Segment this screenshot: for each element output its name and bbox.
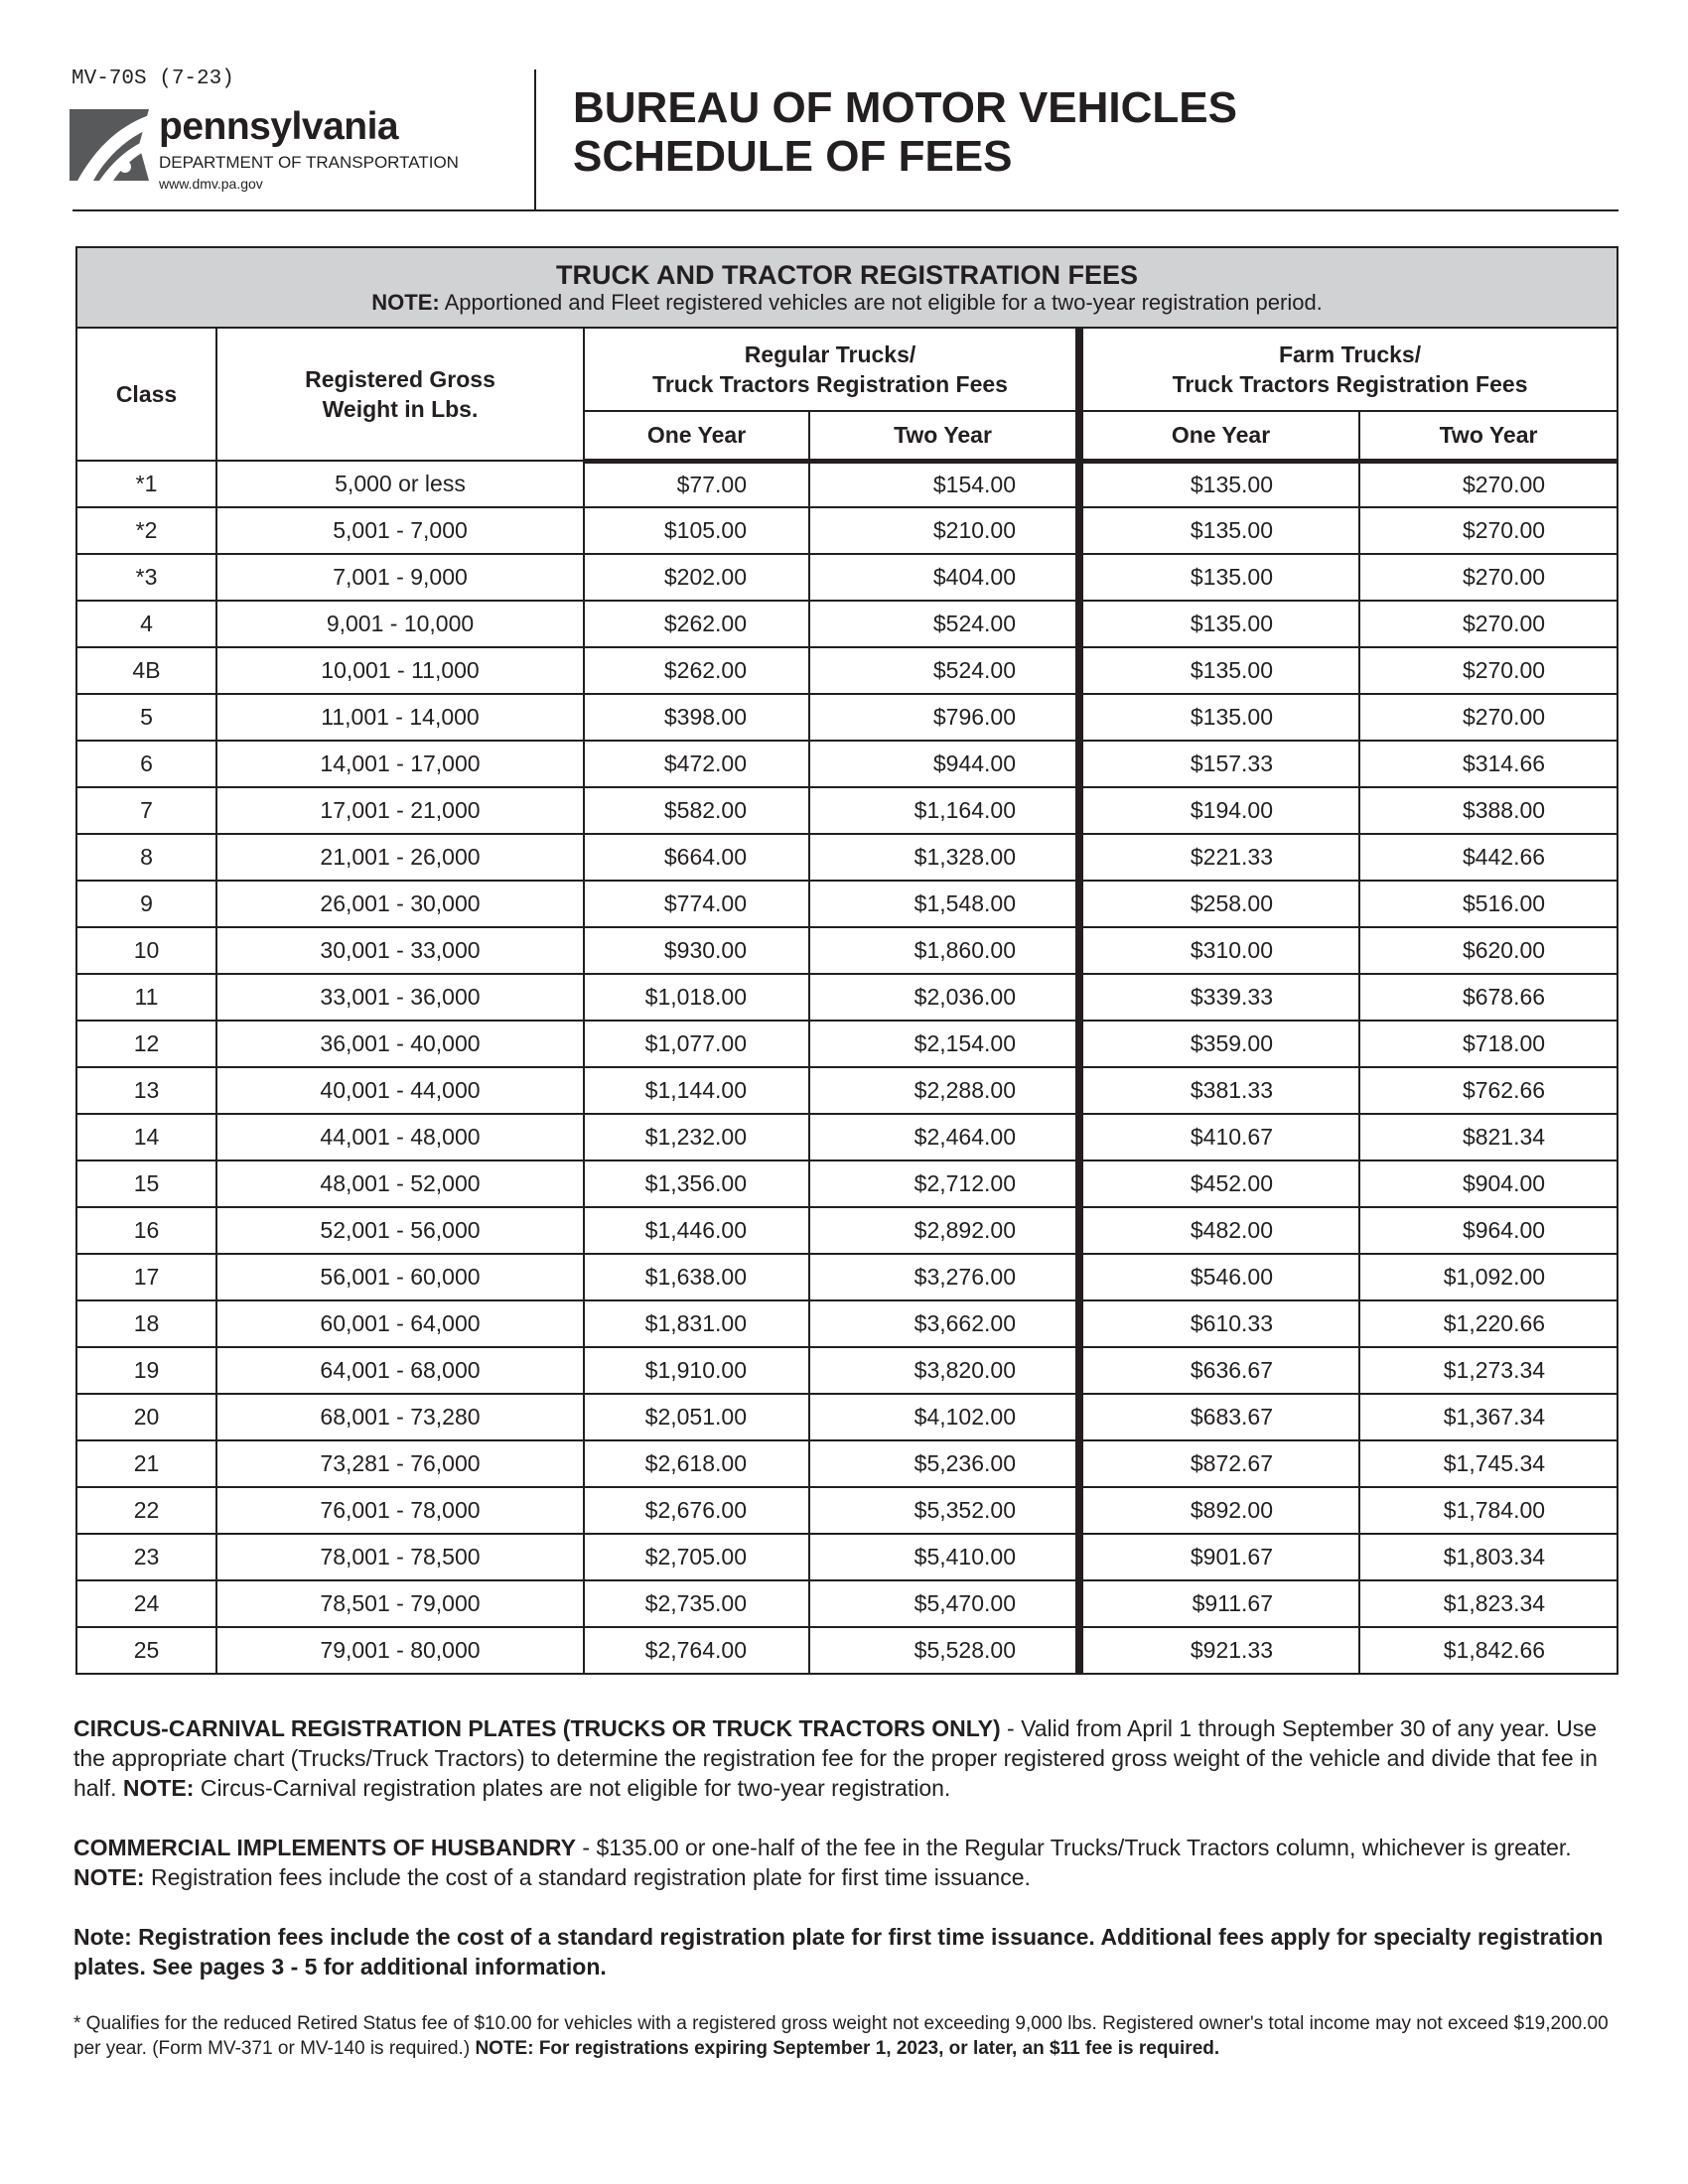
table-row [76, 1160, 1618, 1207]
class-cell: 17 [76, 1254, 216, 1300]
regular-two-year-fee: $1,860.00 [809, 927, 1079, 974]
table-row [76, 1300, 1618, 1347]
farm-two-year-fee: $270.00 [1359, 694, 1618, 741]
regular-two-year-fee: $5,410.00 [809, 1534, 1079, 1580]
weight-cell: 52,001 - 56,000 [216, 1207, 584, 1254]
group-header-farm-line1: Farm Trucks/ [1278, 341, 1422, 367]
class-cell: 16 [76, 1207, 216, 1254]
class-cell: 9 [76, 881, 216, 927]
regular-one-year-fee: $2,676.00 [584, 1487, 809, 1534]
weight-cell: 14,001 - 17,000 [216, 741, 584, 787]
weight-cell: 79,001 - 80,000 [216, 1627, 584, 1674]
farm-two-year-fee: $1,842.66 [1359, 1627, 1618, 1674]
regular-one-year-fee: $262.00 [584, 647, 809, 694]
table-row [76, 787, 1618, 834]
weight-cell: 36,001 - 40,000 [216, 1021, 584, 1067]
class-cell: 4 [76, 601, 216, 647]
weight-cell: 78,001 - 78,500 [216, 1534, 584, 1580]
weight-cell: 11,001 - 14,000 [216, 694, 584, 741]
regular-two-year-fee: $2,036.00 [809, 974, 1079, 1021]
class-cell: 15 [76, 1160, 216, 1207]
weight-cell: 17,001 - 21,000 [216, 787, 584, 834]
table-row [76, 927, 1618, 974]
column-header-regular-one-year: One Year [584, 411, 809, 461]
farm-two-year-fee: $388.00 [1359, 787, 1618, 834]
regular-two-year-fee: $2,154.00 [809, 1021, 1079, 1067]
farm-one-year-fee: $339.33 [1079, 974, 1359, 1021]
farm-one-year-fee: $135.00 [1079, 507, 1359, 554]
weight-cell: 48,001 - 52,000 [216, 1160, 584, 1207]
group-header-farm-line2: Truck Tractors Registration Fees [1172, 371, 1528, 397]
group-header-regular-line1: Regular Trucks/ [744, 341, 916, 367]
farm-one-year-fee: $921.33 [1079, 1627, 1359, 1674]
farm-two-year-fee: $1,823.34 [1359, 1580, 1618, 1627]
farm-one-year-fee: $546.00 [1079, 1254, 1359, 1300]
regular-two-year-fee: $5,352.00 [809, 1487, 1079, 1534]
regular-two-year-fee: $3,820.00 [809, 1347, 1079, 1394]
weight-cell: 68,001 - 73,280 [216, 1394, 584, 1440]
class-cell: 8 [76, 834, 216, 881]
farm-two-year-fee: $270.00 [1359, 647, 1618, 694]
farm-two-year-fee: $270.00 [1359, 601, 1618, 647]
farm-one-year-fee: $221.33 [1079, 834, 1359, 881]
table-caption-title: TRUCK AND TRACTOR REGISTRATION FEES [556, 259, 1139, 290]
weight-cell: 33,001 - 36,000 [216, 974, 584, 1021]
column-header-class: Class [76, 328, 216, 461]
class-cell: *2 [76, 507, 216, 554]
farm-one-year-fee: $636.67 [1079, 1347, 1359, 1394]
farm-two-year-fee: $1,745.34 [1359, 1440, 1618, 1487]
regular-two-year-fee: $4,102.00 [809, 1394, 1079, 1440]
class-cell: 22 [76, 1487, 216, 1534]
regular-two-year-fee: $1,548.00 [809, 881, 1079, 927]
circus-carnival-heading: CIRCUS-CARNIVAL REGISTRATION PLATES (TRUCKS OR TRUCK TRACTORS ONLY) [73, 1715, 1001, 1741]
farm-one-year-fee: $410.67 [1079, 1114, 1359, 1160]
table-row [76, 554, 1618, 601]
class-cell: 25 [76, 1627, 216, 1674]
weight-cell: 30,001 - 33,000 [216, 927, 584, 974]
farm-one-year-fee: $683.67 [1079, 1394, 1359, 1440]
regular-one-year-fee: $1,831.00 [584, 1300, 809, 1347]
circus-carnival-note-text: Circus-Carnival registration plates are not eligible for two-year registration. [194, 1775, 951, 1801]
regular-two-year-fee: $5,470.00 [809, 1580, 1079, 1627]
farm-two-year-fee: $270.00 [1359, 507, 1618, 554]
farm-one-year-fee: $872.67 [1079, 1440, 1359, 1487]
penndot-keystone-logo-icon [70, 109, 149, 181]
class-cell: 13 [76, 1067, 216, 1114]
weight-cell: 64,001 - 68,000 [216, 1347, 584, 1394]
farm-two-year-fee: $516.00 [1359, 881, 1618, 927]
regular-two-year-fee: $2,464.00 [809, 1114, 1079, 1160]
regular-one-year-fee: $1,910.00 [584, 1347, 809, 1394]
weight-cell: 5,000 or less [216, 461, 584, 507]
class-cell: *1 [76, 461, 216, 507]
regular-two-year-fee: $404.00 [809, 554, 1079, 601]
regular-two-year-fee: $944.00 [809, 741, 1079, 787]
farm-one-year-fee: $135.00 [1079, 647, 1359, 694]
table-row [76, 1114, 1618, 1160]
weight-cell: 73,281 - 76,000 [216, 1440, 584, 1487]
regular-one-year-fee: $1,232.00 [584, 1114, 809, 1160]
table-row [76, 1440, 1618, 1487]
table-row [76, 601, 1618, 647]
regular-two-year-fee: $5,528.00 [809, 1627, 1079, 1674]
class-cell: 14 [76, 1114, 216, 1160]
group-header-regular-line2: Truck Tractors Registration Fees [652, 371, 1008, 397]
class-cell: 7 [76, 787, 216, 834]
regular-one-year-fee: $2,735.00 [584, 1580, 809, 1627]
regular-two-year-fee: $1,328.00 [809, 834, 1079, 881]
regular-one-year-fee: $262.00 [584, 601, 809, 647]
weight-cell: 40,001 - 44,000 [216, 1067, 584, 1114]
page-title-line2: SCHEDULE OF FEES [573, 132, 1013, 181]
farm-one-year-fee: $381.33 [1079, 1067, 1359, 1114]
farm-two-year-fee: $1,092.00 [1359, 1254, 1618, 1300]
regular-one-year-fee: $1,144.00 [584, 1067, 809, 1114]
regular-one-year-fee: $664.00 [584, 834, 809, 881]
husbandry-text: - $135.00 or one-half of the fee in the Regular Trucks/Truck Tractors column, whichever is greater. [576, 1835, 1572, 1860]
column-header-farm-one-year: One Year [1079, 411, 1359, 461]
regular-one-year-fee: $2,618.00 [584, 1440, 809, 1487]
class-cell: 11 [76, 974, 216, 1021]
farm-two-year-fee: $1,273.34 [1359, 1347, 1618, 1394]
table-row [76, 461, 1618, 507]
farm-two-year-fee: $1,367.34 [1359, 1394, 1618, 1440]
regular-two-year-fee: $154.00 [809, 461, 1079, 507]
footnote-bold-note: NOTE: For registrations expiring September 1, 2023, or later, an $11 fee is required. [475, 2038, 1220, 2059]
column-header-farm-two-year: Two Year [1359, 411, 1618, 461]
page-title [573, 83, 1237, 181]
farm-one-year-fee: $135.00 [1079, 601, 1359, 647]
weight-cell: 5,001 - 7,000 [216, 507, 584, 554]
table-caption [76, 247, 1618, 328]
husbandry-note-text: Registration fees include the cost of a standard registration plate for first time issuance. [144, 1864, 1031, 1890]
farm-two-year-fee: $904.00 [1359, 1160, 1618, 1207]
class-cell: 23 [76, 1534, 216, 1580]
regular-one-year-fee: $930.00 [584, 927, 809, 974]
husbandry-heading: COMMERCIAL IMPLEMENTS OF HUSBANDRY [73, 1835, 576, 1860]
table-row [76, 881, 1618, 927]
table-row [76, 834, 1618, 881]
page-title-line1: BUREAU OF MOTOR VEHICLES [573, 83, 1238, 132]
farm-one-year-fee: $892.00 [1079, 1487, 1359, 1534]
class-cell: 10 [76, 927, 216, 974]
class-cell: 5 [76, 694, 216, 741]
weight-cell: 56,001 - 60,000 [216, 1254, 584, 1300]
farm-one-year-fee: $310.00 [1079, 927, 1359, 974]
regular-one-year-fee: $1,018.00 [584, 974, 809, 1021]
regular-one-year-fee: $2,051.00 [584, 1394, 809, 1440]
husbandry-note-label: NOTE: [73, 1864, 145, 1890]
regular-one-year-fee: $398.00 [584, 694, 809, 741]
circus-carnival-paragraph [73, 1713, 1618, 1803]
regular-one-year-fee: $105.00 [584, 507, 809, 554]
farm-one-year-fee: $482.00 [1079, 1207, 1359, 1254]
class-cell: *3 [76, 554, 216, 601]
fee-table-body [76, 461, 1618, 1674]
class-cell: 20 [76, 1394, 216, 1440]
table-row [76, 974, 1618, 1021]
regular-two-year-fee: $3,276.00 [809, 1254, 1079, 1300]
weight-cell: 78,501 - 79,000 [216, 1580, 584, 1627]
group-header-farm [1079, 328, 1618, 411]
farm-one-year-fee: $135.00 [1079, 694, 1359, 741]
table-row [76, 1534, 1618, 1580]
table-row [76, 1627, 1618, 1674]
farm-two-year-fee: $678.66 [1359, 974, 1618, 1021]
regular-two-year-fee: $2,892.00 [809, 1207, 1079, 1254]
regular-two-year-fee: $524.00 [809, 647, 1079, 694]
weight-cell: 9,001 - 10,000 [216, 601, 584, 647]
regular-two-year-fee: $210.00 [809, 507, 1079, 554]
farm-one-year-fee: $135.00 [1079, 554, 1359, 601]
caption-note-text: Apportioned and Fleet registered vehicles are not eligible for a two-year registration period. [439, 289, 1323, 315]
farm-one-year-fee: $452.00 [1079, 1160, 1359, 1207]
class-cell: 19 [76, 1347, 216, 1394]
regular-two-year-fee: $2,288.00 [809, 1067, 1079, 1114]
weight-cell: 10,001 - 11,000 [216, 647, 584, 694]
farm-one-year-fee: $610.33 [1079, 1300, 1359, 1347]
table-row [76, 694, 1618, 741]
table-row [76, 1347, 1618, 1394]
farm-one-year-fee: $194.00 [1079, 787, 1359, 834]
table-row [76, 1487, 1618, 1534]
farm-two-year-fee: $1,784.00 [1359, 1487, 1618, 1534]
agency-website: www.dmv.pa.gov [159, 176, 263, 192]
weight-cell: 60,001 - 64,000 [216, 1300, 584, 1347]
header-rule [72, 209, 1618, 211]
regular-two-year-fee: $524.00 [809, 601, 1079, 647]
column-header-regular-two-year: Two Year [809, 411, 1079, 461]
weight-cell: 76,001 - 78,000 [216, 1487, 584, 1534]
regular-one-year-fee: $582.00 [584, 787, 809, 834]
farm-one-year-fee: $258.00 [1079, 881, 1359, 927]
farm-two-year-fee: $1,803.34 [1359, 1534, 1618, 1580]
column-header-weight [216, 328, 584, 461]
farm-two-year-fee: $964.00 [1359, 1207, 1618, 1254]
farm-two-year-fee: $442.66 [1359, 834, 1618, 881]
weight-cell: 44,001 - 48,000 [216, 1114, 584, 1160]
regular-one-year-fee: $774.00 [584, 881, 809, 927]
farm-two-year-fee: $1,220.66 [1359, 1300, 1618, 1347]
farm-two-year-fee: $762.66 [1359, 1067, 1618, 1114]
farm-one-year-fee: $157.33 [1079, 741, 1359, 787]
farm-two-year-fee: $821.34 [1359, 1114, 1618, 1160]
circus-carnival-text: - Valid from April 1 through September 30 of any year. Use the appropriate chart (Trucks/Truck Tractors) to determine the registration fee for the proper registered gross weight of the vehicle and divide that fee in half. [73, 1715, 1598, 1801]
table-caption-note [77, 290, 1617, 316]
regular-one-year-fee: $472.00 [584, 741, 809, 787]
footnote [73, 2011, 1618, 2061]
class-cell: 6 [76, 741, 216, 787]
farm-two-year-fee: $314.66 [1359, 741, 1618, 787]
fee-table [75, 246, 1618, 1675]
table-row [76, 1021, 1618, 1067]
table-row [76, 1067, 1618, 1114]
weight-cell: 21,001 - 26,000 [216, 834, 584, 881]
table-row [76, 507, 1618, 554]
table-row [76, 1207, 1618, 1254]
regular-two-year-fee: $1,164.00 [809, 787, 1079, 834]
footnote-text: * Qualifies for the reduced Retired Status fee of $10.00 for vehicles with a registered gross weight not exceeding 9,000 lbs. Registered owner's total income may not exceed $19,200.00 per year. (Form MV-371 or MV-140 is required.) [73, 2013, 1609, 2059]
table-row [76, 741, 1618, 787]
farm-one-year-fee: $359.00 [1079, 1021, 1359, 1067]
form-number: MV-70S (7-23) [71, 68, 234, 90]
regular-one-year-fee: $1,446.00 [584, 1207, 809, 1254]
farm-one-year-fee: $901.67 [1079, 1534, 1359, 1580]
regular-two-year-fee: $796.00 [809, 694, 1079, 741]
regular-one-year-fee: $1,356.00 [584, 1160, 809, 1207]
column-header-weight-line1: Registered Gross [305, 366, 495, 392]
class-cell: 21 [76, 1440, 216, 1487]
farm-two-year-fee: $270.00 [1359, 461, 1618, 507]
weight-cell: 26,001 - 30,000 [216, 881, 584, 927]
general-note: Note: Registration fees include the cost of a standard registration plate for first time issuance. Additional fees apply for specialty registration plates. See pages 3 - 5 for additional information. [73, 1924, 1604, 1979]
agency-state: pennsylvania [159, 105, 399, 148]
class-cell: 12 [76, 1021, 216, 1067]
regular-two-year-fee: $3,662.00 [809, 1300, 1079, 1347]
table-row [76, 1394, 1618, 1440]
table-row [76, 647, 1618, 694]
caption-note-label: NOTE: [371, 289, 440, 315]
farm-one-year-fee: $911.67 [1079, 1580, 1359, 1627]
class-cell: 4B [76, 647, 216, 694]
regular-one-year-fee: $77.00 [584, 461, 809, 507]
regular-one-year-fee: $1,638.00 [584, 1254, 809, 1300]
regular-one-year-fee: $2,705.00 [584, 1534, 809, 1580]
regular-one-year-fee: $2,764.00 [584, 1627, 809, 1674]
class-cell: 24 [76, 1580, 216, 1627]
column-header-weight-line2: Weight in Lbs. [322, 396, 479, 422]
regular-two-year-fee: $5,236.00 [809, 1440, 1079, 1487]
table-row [76, 1254, 1618, 1300]
regular-two-year-fee: $2,712.00 [809, 1160, 1079, 1207]
header-divider [534, 69, 536, 209]
farm-two-year-fee: $270.00 [1359, 554, 1618, 601]
farm-one-year-fee: $135.00 [1079, 461, 1359, 507]
regular-one-year-fee: $1,077.00 [584, 1021, 809, 1067]
table-row [76, 1580, 1618, 1627]
farm-two-year-fee: $620.00 [1359, 927, 1618, 974]
class-cell: 18 [76, 1300, 216, 1347]
farm-two-year-fee: $718.00 [1359, 1021, 1618, 1067]
regular-one-year-fee: $202.00 [584, 554, 809, 601]
group-header-regular [584, 328, 1079, 411]
husbandry-paragraph [73, 1833, 1618, 1892]
circus-carnival-note-label: NOTE: [122, 1775, 195, 1801]
agency-department: DEPARTMENT OF TRANSPORTATION [159, 153, 459, 172]
weight-cell: 7,001 - 9,000 [216, 554, 584, 601]
agency-block [159, 107, 459, 192]
